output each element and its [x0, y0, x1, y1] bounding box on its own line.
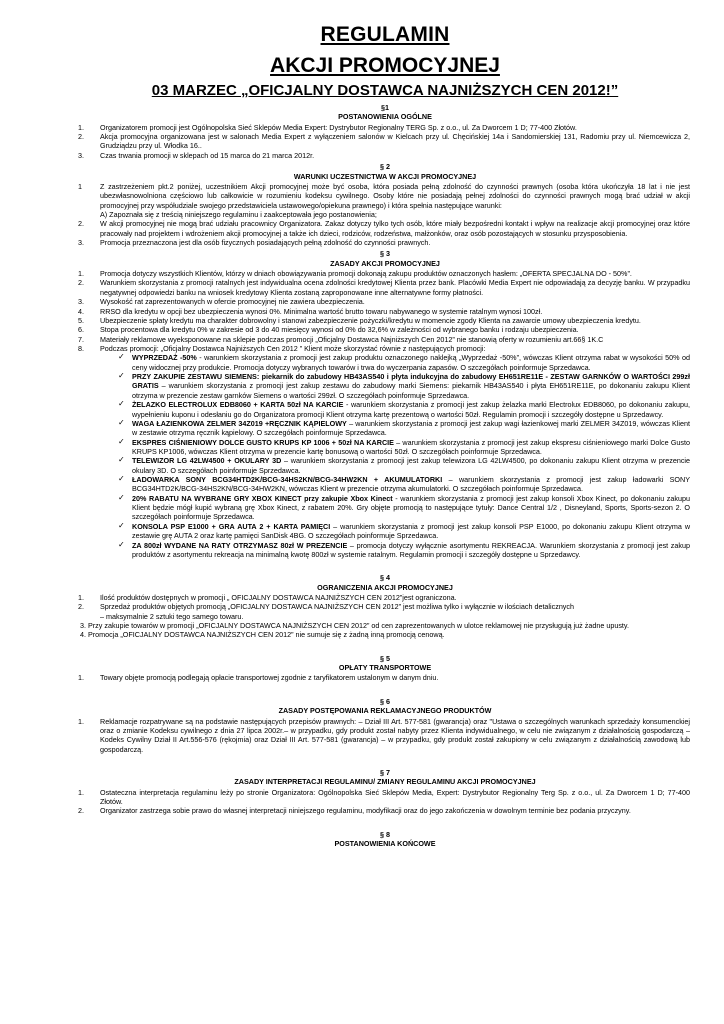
checkmark-icon: ✓: [118, 399, 125, 409]
list-item: 1. Reklamacje rozpatrywane są na podstawie następujących przepisów prawnych: – Dział III Art. 577-581 (gwarancja) oraz "Ustawa o szczególnych warunkach sprzedaży konsumenckiej oraz o zmianie Kodeksu cywilnego z dnia 27 lipca 2002r.– w przypadku, gdy produkt został nabyty przez Klienta indywidualnego, w celu nie związanym z działalnością gospodarczą – Kodeks Cywilny Dział II Art.556-576 (rękojmia) oraz Dział III Art. 577-581 (gwarancja) – w przypadku, gdy produkt został zakupiony w celu związanym z działalnością zawodową lub gospodarczą.: [78, 716, 690, 754]
list-item: 6. Stopa procentowa dla kredytu 0% w zakresie od 3 do 40 miesięcy wynosi od 0% do 32,6% w zależności od wybranego banku i rodzaju ubezpieczenia.: [78, 325, 579, 335]
checkmark-icon: ✓: [118, 455, 125, 465]
section-6-list: [80, 717, 690, 754]
section-3-number: § 3: [380, 249, 390, 259]
section-1-number: §1: [381, 103, 389, 112]
checklist-item: ✓ ŻELAZKO ELECTROLUX EDB8060 + KARTA 50zł NA KARCIE - warunkiem skorzystania z promocji jest zakup żelazka marki Electrolux EDB8060, po dokonaniu zakupu, wypełnieniu kuponu i odesłaniu go do Organizatora promocji Klient otrzyma kartę prezentową o wartości 50zł. Regulamin promocji i szczegóły dostępne u Sprzedawcy.: [118, 399, 690, 419]
checklist-item: ✓ ŁADOWARKA SONY BCG34HTD2K/BCG-34HS2KN/BCG-34HW2KN + AKUMULATORKI – warunkiem skorzystania z promocji jest zakup ładowarki SONY BCG34HTD2K/BCG-34HS2KN/BCG-34HW2KN, wówczas Klient w prezencie otrzyma akumulatorki. O szczegółach poinformuje Sprzedawca.: [118, 474, 690, 494]
spacer: [80, 754, 690, 766]
section-8-title: POSTANOWIENIA KOŃCOWE: [334, 839, 436, 849]
list-item: 1. Organizatorem promocji jest Ogólnopolska Sieć Sklepów Media Expert: Dystrybutor Regionalny TERG Sp. z o.o., ul. Za Dworcem 1 D; 77-400 Złotów.: [78, 122, 577, 132]
section-8-number: § 8: [380, 829, 390, 839]
spacer: [80, 683, 690, 695]
list-item: 1. Ilość produktów dostępnych w promocji „ OFICJALNY DOSTAWCA NAJNIŻSZYCH CEN 2012”jest ograniczona.: [78, 592, 457, 602]
section-4-number: § 4: [380, 573, 390, 583]
list-item: 2. Akcja promocyjna organizowana jest w salonach Media Expert z wyłączeniem salonów w Kielcach przy ul. Chęcińskiej 14a i Sandomierskiej 131, Radomiu przy ul. Niemcewicza 2, Grudziądzu przy ul. Włodka 16..: [78, 132, 690, 151]
list-item: 2. W akcji promocyjnej nie mogą brać udziału pracownicy Organizatora. Zakaz dotyczy tylko tych osób, które miały bezpośredni kontakt i wpływ na realizacje akcji promocyjnej oraz które pracowały nad projektem i wdrożeniem akcji promocyjnej a także ich dzieci, rodziców, rodzeństwa, małżonków, oraz osób pozostających w stosunku przysposobienia.: [78, 219, 690, 238]
list-item: 1. Promocja dotyczy wszystkich Klientów, którzy w dniach obowiązywania promocji dokonają zakupu produktów oznaczonych hasłem: „OFERTA SPECJALNA DO - 50%”.: [78, 269, 632, 279]
list-item: 1 Z zastrzeżeniem pkt.2 poniżej, uczestnikiem Akcji promocyjnej może być osoba, która posiada pełną zdolność do czynności prawnych (osoba która ukończyła 18 lat i nie jest ubezwłasnowolniona częściowo lub całkowicie w rozumieniu kodeksu cywilnego. Osoby które nie posiadają pełnej zdolności do czynności prawnych mogą brać udział w akcji promocyjnej przy współudziale swojego przedstawiciela ustawowego/opiekuna prawnego) i która spełnia następujące warunki:: [78, 181, 690, 210]
section-2-list: [80, 182, 690, 248]
section-5-list: [80, 673, 690, 682]
list-item: 4. RRSO dla kredytu w opcji bez ubezpieczenia wynosi 0%. Minimalna wartość brutto towaru nabywanego w systemie ratalnym wynosi 100zł.: [78, 306, 543, 316]
section-3-title: ZASADY AKCJI PROMOCYJNEJ: [330, 258, 440, 268]
checklist-item: ✓ TELEWIZOR LG 42LW4500 + OKULARY 3D – warunkiem skorzystania z promocji jest zakup telewizora LG 42LW4500, po dokonaniu zakupu Klient otrzyma w prezencie okulary 3D. O szczegółach poinformuje Sprzedawca.: [118, 455, 691, 475]
list-item-sub: A) Zapoznała się z treścią niniejszego regulaminu i zaakceptowała jego postanowienia;: [100, 209, 377, 219]
list-item: 8. Podczas promocji: „Oficjalny Dostawca Najniższych Cen 2012 ” Klient może skorzystać równie z następujących promocji:: [78, 343, 486, 353]
section-4-title: OGRANICZENIA AKCJI PROMOCYJNEJ: [317, 582, 453, 592]
checklist-item: ✓ WYPRZEDAŻ -50% - warunkiem skorzystania z promocji jest zakup produktu oznaczonego naklejką „Wyprzedaż -50%”, wówczas Klient otrzyma rabat w wysokości 50% od ceny widocznej przy produkcie. Promocja dotyczy wybranych towarów i trwa do wyczerpania zapasów. O szczegółach poinformuje Sprzedawca.: [118, 352, 690, 372]
section-1-list: [80, 123, 690, 160]
checkmark-icon: ✓: [118, 520, 125, 530]
section-7-title: ZASADY INTERPRETACJI REGULAMINU/ ZMIANY REGULAMINU AKCJI PROMOCYJNEJ: [234, 777, 536, 787]
list-item: 5. Ubezpieczenie spłaty kredytu ma charakter dobrowolny i stanowi zabezpieczenie pożyczki/kredytu w momencie zgody Klienta na zawarcie umowy ubezpieczenia kredytu.: [78, 315, 641, 325]
list-item: 2. Organizator zastrzega sobie prawo do własnej interpretacji niniejszego regulaminu, modyfikacji oraz do jego zakończenia w dowolnym terminie bez podania przyczyny.: [78, 806, 631, 816]
checklist-item: ✓ EKSPRES CIŚNIENIOWY DOLCE GUSTO KRUPS KP 1006 + 50zł NA KARCIE – warunkiem skorzystania z promocji jest zakup ekspresu ciśnieniowego marki Dolce Gusto KRUPS KP1006, wówczas Klient otrzyma w prezencie kartę bonusową o wartości 50zł. O szczegółach poinformuje Sprzedawca.: [118, 436, 691, 456]
spacer: [80, 640, 690, 652]
list-item: 1. Towary objęte promocją podlegają opłacie transportowej zgodnie z taryfikatorem ustalonym w danym dniu.: [78, 673, 439, 683]
checkmark-icon: ✓: [118, 492, 125, 502]
checklist-item: ✓ PRZY ZAKUPIE ZESTAWU SIEMENS: piekarnik do zabudowy HB43AS540 i płyta indukcyjna do zabudowy EH651RE11E - ZESTAW GARNKÓW O WARTOŚCI 299zł GRATIS – warunkiem skorzystania z promocji jest zakup zestawu do zabudowy marki Siemens: piekarnik HB43AS540 i płyta EH651RE11E, po dokonaniu zakupu Klient otrzyma w prezencie zestaw garnków Siemens o wartości 299zł. O szczegółach poinformuje Sprzedawca.: [118, 371, 690, 400]
list-item: 3. Promocja przeznaczona jest dla osób fizycznych posiadających pełną zdolność do czynności prawnych.: [78, 238, 431, 248]
list-item: 3. Wysokość rat zaprezentowanych w ofercie promocyjnej nie zawiera ubezpieczenia.: [78, 297, 365, 307]
checklist-item: ✓ 20% RABATU NA WYBRANE GRY XBOX KINECT przy zakupie Xbox Kinect - warunkiem skorzystania z promocji jest zakup konsoli Xbox Kinect, po dokonaniu zakupu Klient będzie mógł kupić wybraną grę Xbox Kinect, z rabatem 20%. Gry objęte promocją to następujące tytuły: Dance Central 1/2 , Disneyland, Sports, Sports-sezon 2. O szczegółach poinformuje Sprzedawca.: [118, 492, 690, 522]
checkmark-icon: ✓: [118, 417, 125, 427]
list-item: 7. Materiały reklamowe wyeksponowane na sklepie podczas promocji „Oficjalny Dostawca Najniższych Cen 2012” nie stanowią oferty w rozumieniu art.66§ 1K.C: [78, 334, 604, 344]
checklist-item: ✓ ZA 800zł WYDANE NA RATY OTRZYMASZ 80zł W PREZENCIE – promocja dotyczy wyłącznie asortymentu REKREACJA. Warunkiem skorzystania z promocji jest zakup produktów z asortymentu rekreacja na minimalną kwotę 800zł w systemie ratalnym. Regulamin promocji i szczegóły dostępne u Sprzedawcy.: [118, 539, 690, 559]
section-7-number: § 7: [380, 768, 390, 777]
checkmark-icon: ✓: [118, 352, 125, 362]
section-3-list: [80, 269, 690, 353]
list-item: 3. Czas trwania promocji w sklepach od 15 marca do 21 marca 2012r.: [78, 150, 315, 160]
list-item: 2. Warunkiem skorzystania z promocji ratalnych jest indywidualna ocena zdolności kredytowej Klienta przez bank. Placówki Media Expert nie odpowiadają za decyzję banku. W przypadku negatywnej odpowiedzi banku na wniosek kredytowy Klienta zostaną zaproponowane inne alternatywne formy płatności.: [78, 278, 690, 297]
checkmark-icon: ✓: [118, 474, 125, 484]
section-4-line-4: 4. Promocja „OFICJALNY DOSTAWCA NAJNIŻSZYCH CEN 2012” nie sumuje się z żadną inną promocją cenową.: [80, 630, 445, 640]
section-5-title: OPŁATY TRANSPORTOWE: [338, 663, 432, 673]
section-4-line-3: 3. Przy zakupie towarów w promocji „OFICJALNY DOSTAWCA NAJNIŻSZYCH CEN 2012” od cen zaprezentowanych w ulotce reklamowej nie przysługują już żadne upusty.: [80, 621, 629, 631]
doc-title: REGULAMIN: [320, 23, 450, 46]
promotion-checklist: [80, 353, 690, 559]
list-item: 1. Ostateczna interpretacja regulaminu leży po stronie Organizatora: Ogólnopolska Sieć Sklepów Media, Expert: Dystrybutor Regionalny Terg Sp. z o.o., ul. Za Dworcem 1 D; 77-400 Złotów.: [78, 787, 690, 807]
checkmark-icon: ✓: [118, 371, 125, 381]
checkmark-icon: ✓: [118, 436, 125, 446]
doc-subtitle: AKCJI PROMOCYJNEJ: [270, 54, 500, 77]
section-2-number: § 2: [380, 162, 390, 172]
spacer: [80, 559, 690, 571]
checklist-item: ✓ WAGA ŁAZIENKOWA ZELMER 34Z019 +RĘCZNIK KĄPIELOWY – warunkiem skorzystania z promocji jest zakup wagi łazienkowej marki ZELMER 34Z019, wówczas Klient w zestawie otrzyma ręcznik kąpielowy. O szczegółach poinformuje Sprzedawca.: [118, 417, 690, 438]
checkmark-icon: ✓: [118, 539, 125, 549]
section-5-number: § 5: [380, 653, 390, 663]
section-4-list: [80, 593, 690, 621]
section-7-list: [80, 788, 690, 816]
list-item: 2. Sprzedaż produktów objętych promocją „OFICJALNY DOSTAWCA NAJNIŻSZYCH CEN 2012” jest możliwa tylko i wyłącznie w ilościach detalicznych – maksymalnie 2 sztuki tego samego towaru.: [78, 602, 574, 621]
section-6-number: § 6: [380, 696, 390, 706]
promo-name: 03 MARZEC „OFICJALNY DOSTAWCA NAJNIŻSZYCH CEN 2012!”: [151, 82, 619, 99]
section-6-title: ZASADY POSTĘPOWANIA REKLAMACYJNEGO PRODUKTÓW: [278, 706, 492, 716]
section-1-title: POSTANOWIENIA OGÓLNE: [338, 112, 432, 122]
spacer: [80, 816, 690, 828]
checklist-item: ✓ KONSOLA PSP E1000 + GRA AUTA 2 + KARTA PAMIĘCI – warunkiem skorzystania z promocji jest zakup konsoli PSP E1000, po dokonaniu zakupu Klient otrzyma w zestawie grę AUTA 2 oraz kartę pamięci SanDisk 4BG. O szczegółach poinformuje Sprzedawca.: [118, 520, 691, 541]
section-2-title: WARUNKI UCZESTNICTWA W AKCJI PROMOCYJNEJ: [293, 171, 477, 181]
